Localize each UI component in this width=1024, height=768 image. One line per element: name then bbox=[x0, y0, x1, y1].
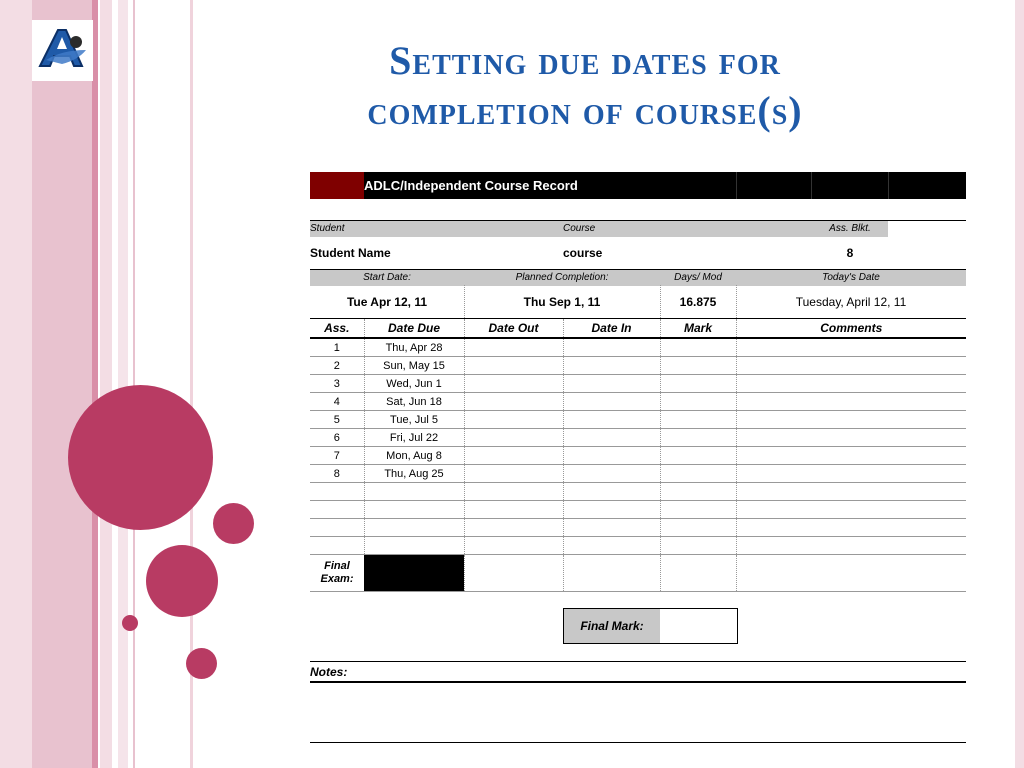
row-date-due bbox=[364, 501, 464, 519]
col-date-in: Date In bbox=[563, 319, 660, 339]
date-divider bbox=[464, 285, 466, 318]
row-date-due: Wed, Jun 1 bbox=[364, 375, 464, 393]
table-row bbox=[310, 357, 966, 375]
table-row bbox=[310, 411, 966, 429]
row-mark-cell[interactable] bbox=[660, 411, 736, 429]
planned-completion-label: Planned Completion: bbox=[515, 272, 609, 283]
row-ass-number: 8 bbox=[310, 465, 364, 483]
row-ass-number bbox=[310, 519, 364, 537]
todays-date-value: Tuesday, April 12, 11 bbox=[795, 295, 907, 309]
notes-header bbox=[310, 661, 966, 683]
row-date-out-cell[interactable] bbox=[464, 501, 563, 519]
header-divider bbox=[888, 172, 889, 199]
row-date-due: Sat, Jun 18 bbox=[364, 393, 464, 411]
final-mark-label: Final Mark: bbox=[564, 609, 660, 643]
final-exam-cell[interactable] bbox=[464, 555, 563, 592]
row-mark-cell[interactable] bbox=[660, 375, 736, 393]
row-date-out-cell[interactable] bbox=[464, 483, 563, 501]
row-comments-cell[interactable] bbox=[736, 501, 966, 519]
row-ass-number bbox=[310, 501, 364, 519]
header-divider bbox=[811, 172, 812, 199]
row-date-due bbox=[364, 519, 464, 537]
decor-stripe bbox=[0, 0, 32, 768]
assignment-table bbox=[310, 318, 966, 592]
course-record-sheet bbox=[310, 172, 966, 679]
date-divider bbox=[736, 285, 738, 318]
row-mark-cell[interactable] bbox=[660, 465, 736, 483]
notes-label: Notes: bbox=[310, 665, 348, 679]
decor-stripe bbox=[100, 0, 112, 768]
row-date-out-cell[interactable] bbox=[464, 465, 563, 483]
table-row bbox=[310, 338, 966, 357]
decor-stripe bbox=[92, 0, 98, 768]
row-date-in-cell[interactable] bbox=[563, 483, 660, 501]
table-row bbox=[310, 465, 966, 483]
row-date-due: Thu, Apr 28 bbox=[364, 338, 464, 357]
row-mark-cell[interactable] bbox=[660, 338, 736, 357]
row-date-in-cell[interactable] bbox=[563, 393, 660, 411]
row-comments-cell[interactable] bbox=[736, 519, 966, 537]
page-title bbox=[200, 36, 970, 136]
assignment-rows bbox=[310, 338, 966, 555]
row-date-due bbox=[364, 483, 464, 501]
final-exam-label bbox=[310, 555, 364, 592]
row-comments-cell[interactable] bbox=[736, 338, 966, 357]
block-label: Ass. Blkt. bbox=[829, 223, 871, 234]
row-ass-number: 7 bbox=[310, 447, 364, 465]
row-mark-cell[interactable] bbox=[660, 357, 736, 375]
title-line-1: Setting due dates for bbox=[389, 38, 781, 83]
row-date-in-cell[interactable] bbox=[563, 465, 660, 483]
row-ass-number: 6 bbox=[310, 429, 364, 447]
table-row bbox=[310, 537, 966, 555]
row-date-due: Mon, Aug 8 bbox=[364, 447, 464, 465]
decor-stripe bbox=[133, 0, 135, 768]
date-values bbox=[310, 285, 966, 318]
row-date-out-cell[interactable] bbox=[464, 338, 563, 357]
row-mark-cell[interactable] bbox=[660, 483, 736, 501]
row-ass-number: 2 bbox=[310, 357, 364, 375]
final-exam-label-line2: Exam: bbox=[320, 573, 354, 585]
decor-circle-large bbox=[68, 385, 213, 530]
row-date-out-cell[interactable] bbox=[464, 375, 563, 393]
table-row bbox=[310, 447, 966, 465]
row-date-due bbox=[364, 537, 464, 555]
student-name-value: Student Name bbox=[310, 246, 391, 260]
table-row bbox=[310, 519, 966, 537]
row-comments-cell[interactable] bbox=[736, 357, 966, 375]
row-comments-cell[interactable] bbox=[736, 411, 966, 429]
course-value: course bbox=[563, 246, 603, 260]
header-red-block bbox=[310, 172, 364, 199]
row-date-in-cell[interactable] bbox=[563, 447, 660, 465]
final-mark-value-field[interactable] bbox=[660, 609, 737, 643]
decor-circle bbox=[186, 648, 217, 679]
row-ass-number bbox=[310, 537, 364, 555]
notes-area[interactable] bbox=[310, 682, 966, 743]
row-date-in-cell[interactable] bbox=[563, 375, 660, 393]
row-comments-cell[interactable] bbox=[736, 393, 966, 411]
row-date-due: Thu, Aug 25 bbox=[364, 465, 464, 483]
final-exam-black-cell bbox=[364, 555, 464, 592]
days-mod-label: Days/ Mod bbox=[674, 272, 722, 283]
row-comments-cell[interactable] bbox=[736, 375, 966, 393]
col-date-out: Date Out bbox=[464, 319, 563, 339]
table-row bbox=[310, 501, 966, 519]
row-date-in-cell[interactable] bbox=[563, 357, 660, 375]
student-info-labels bbox=[310, 220, 966, 237]
col-comments: Comments bbox=[736, 319, 966, 339]
row-date-in-cell[interactable] bbox=[563, 411, 660, 429]
decor-circle bbox=[146, 545, 218, 617]
final-exam-cell[interactable] bbox=[660, 555, 736, 592]
planned-completion-value: Thu Sep 1, 11 bbox=[523, 295, 601, 309]
table-row bbox=[310, 393, 966, 411]
row-date-out-cell[interactable] bbox=[464, 519, 563, 537]
school-logo-icon bbox=[32, 20, 93, 81]
row-mark-cell[interactable] bbox=[660, 537, 736, 555]
final-exam-cell[interactable] bbox=[736, 555, 966, 592]
start-date-value: Tue Apr 12, 11 bbox=[346, 295, 428, 309]
decor-stripe bbox=[1015, 0, 1024, 768]
header-divider bbox=[736, 172, 737, 199]
row-date-due: Sun, May 15 bbox=[364, 357, 464, 375]
final-exam-row bbox=[310, 555, 966, 592]
decor-stripe bbox=[32, 0, 92, 768]
row-comments-cell[interactable] bbox=[736, 465, 966, 483]
date-labels bbox=[310, 269, 966, 286]
row-comments-cell[interactable] bbox=[736, 429, 966, 447]
row-comments-cell[interactable] bbox=[736, 447, 966, 465]
student-label: Student bbox=[310, 223, 345, 234]
todays-date-label: Today's Date bbox=[822, 272, 880, 283]
row-mark-cell[interactable] bbox=[660, 429, 736, 447]
row-comments-cell[interactable] bbox=[736, 483, 966, 501]
row-ass-number bbox=[310, 483, 364, 501]
row-ass-number: 3 bbox=[310, 375, 364, 393]
col-date-due: Date Due bbox=[364, 319, 464, 339]
table-row bbox=[310, 429, 966, 447]
block-value: 8 bbox=[846, 246, 854, 260]
record-header bbox=[310, 172, 966, 199]
days-mod-value: 16.875 bbox=[679, 295, 717, 309]
decor-circle-small bbox=[122, 615, 138, 631]
final-exam-cell[interactable] bbox=[563, 555, 660, 592]
decor-circle bbox=[213, 503, 254, 544]
row-date-out-cell[interactable] bbox=[464, 411, 563, 429]
row-date-in-cell[interactable] bbox=[563, 519, 660, 537]
row-mark-cell[interactable] bbox=[660, 393, 736, 411]
student-info-values bbox=[310, 236, 966, 269]
final-exam-label-line1: Final bbox=[324, 560, 350, 572]
table-header-row bbox=[310, 319, 966, 339]
row-date-in-cell[interactable] bbox=[563, 537, 660, 555]
row-ass-number: 1 bbox=[310, 338, 364, 357]
date-divider bbox=[660, 285, 662, 318]
start-date-label: Start Date: bbox=[363, 272, 411, 283]
row-mark-cell[interactable] bbox=[660, 447, 736, 465]
row-date-due: Fri, Jul 22 bbox=[364, 429, 464, 447]
table-row bbox=[310, 483, 966, 501]
row-ass-number: 4 bbox=[310, 393, 364, 411]
row-mark-cell[interactable] bbox=[660, 519, 736, 537]
row-date-in-cell[interactable] bbox=[563, 501, 660, 519]
row-date-out-cell[interactable] bbox=[464, 393, 563, 411]
col-mark: Mark bbox=[660, 319, 736, 339]
row-mark-cell[interactable] bbox=[660, 501, 736, 519]
row-date-out-cell[interactable] bbox=[464, 537, 563, 555]
row-date-in-cell[interactable] bbox=[563, 338, 660, 357]
row-date-out-cell[interactable] bbox=[464, 429, 563, 447]
course-label: Course bbox=[563, 223, 596, 234]
row-date-out-cell[interactable] bbox=[464, 447, 563, 465]
title-line-2: completion of course(s) bbox=[367, 88, 803, 133]
row-date-in-cell[interactable] bbox=[563, 429, 660, 447]
row-date-out-cell[interactable] bbox=[464, 357, 563, 375]
table-row bbox=[310, 375, 966, 393]
row-date-due: Tue, Jul 5 bbox=[364, 411, 464, 429]
decor-stripe bbox=[118, 0, 128, 768]
row-comments-cell[interactable] bbox=[736, 537, 966, 555]
row-ass-number: 5 bbox=[310, 411, 364, 429]
record-header-title: ADLC/Independent Course Record bbox=[364, 178, 578, 193]
col-ass: Ass. bbox=[324, 321, 350, 335]
final-mark-box bbox=[563, 608, 738, 644]
